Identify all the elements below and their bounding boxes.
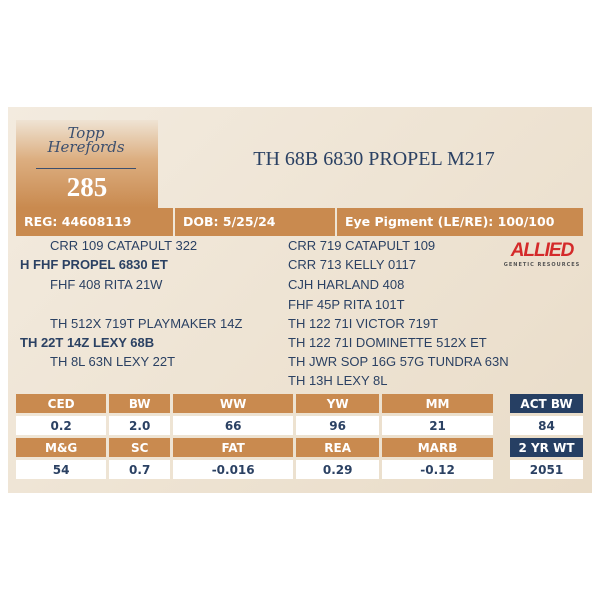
animal-name: TH 68B 6830 PROPEL M217 xyxy=(253,148,495,170)
pedigree-dam-sire: TH 512X 719T PLAYMAKER 14Z xyxy=(50,316,243,331)
epd-header: MARB xyxy=(382,438,493,457)
lot-number: 285 xyxy=(66,172,108,202)
pedigree-ancestor: TH 122 71I DOMINETTE 512X ET xyxy=(288,335,487,350)
pedigree-dam-dam: TH 8L 63N LEXY 22T xyxy=(50,354,176,369)
registration-number: REG: 44608119 xyxy=(16,208,173,236)
epd-header: YW xyxy=(296,394,379,413)
pedigree-ancestor: TH 122 71I VICTOR 719T xyxy=(288,316,439,331)
date-of-birth: DOB: 5/25/24 xyxy=(175,208,335,236)
epd-table xyxy=(13,391,496,482)
epd-header: MM xyxy=(382,394,493,413)
pedigree-ancestor: TH JWR SOP 16G 57G TUNDRA 63N xyxy=(288,354,509,369)
allied-tagline: GENETIC RESOURCES xyxy=(503,262,581,268)
logo-underline xyxy=(36,168,136,169)
epd-value: -0.12 xyxy=(382,460,493,479)
epd-value: 0.2 xyxy=(16,416,106,435)
actual-bw-value: 84 xyxy=(510,416,583,435)
allied-name: ALLIED xyxy=(510,240,574,261)
epd-header: WW xyxy=(173,394,293,413)
two-yr-wt-header: 2 YR WT xyxy=(510,438,583,457)
pedigree-ancestor: CRR 719 CATAPULT 109 xyxy=(288,238,436,253)
eye-pigment: Eye Pigment (LE/RE): 100/100 xyxy=(337,208,583,236)
epd-value: 0.29 xyxy=(296,460,379,479)
epd-value: 21 xyxy=(382,416,493,435)
pedigree-ancestor: CJH HARLAND 408 xyxy=(288,277,405,292)
pedigree-ancestor: FHF 45P RITA 101T xyxy=(288,297,405,312)
two-yr-wt-value: 2051 xyxy=(510,460,583,479)
epd-header: BW xyxy=(109,394,170,413)
logo-text: Topp Herefords xyxy=(47,124,125,156)
epd-header: REA xyxy=(296,438,379,457)
epd-value: 0.7 xyxy=(109,460,170,479)
pedigree-sire: H FHF PROPEL 6830 ET xyxy=(20,257,168,272)
pedigree-sire-sire: CRR 109 CATAPULT 322 xyxy=(50,238,198,253)
epd-value: 2.0 xyxy=(109,416,170,435)
actual-bw-header: ACT BW xyxy=(510,394,583,413)
pedigree-ancestor: TH 13H LEXY 8L xyxy=(288,373,388,388)
epd-value: 54 xyxy=(16,460,106,479)
epd-header: SC xyxy=(109,438,170,457)
epd-value: -0.016 xyxy=(173,460,293,479)
pedigree-sire-dam: FHF 408 RITA 21W xyxy=(50,277,163,292)
epd-header: CED xyxy=(16,394,106,413)
weights-table xyxy=(507,391,586,482)
allied-logo xyxy=(498,240,586,268)
epd-value: 66 xyxy=(173,416,293,435)
epd-value: 96 xyxy=(296,416,379,435)
pedigree-ancestor: CRR 713 KELLY 0117 xyxy=(288,257,416,272)
epd-header: FAT xyxy=(173,438,293,457)
pedigree-dam: TH 22T 14Z LEXY 68B xyxy=(20,335,155,350)
logo xyxy=(16,120,158,208)
epd-header: M&G xyxy=(16,438,106,457)
